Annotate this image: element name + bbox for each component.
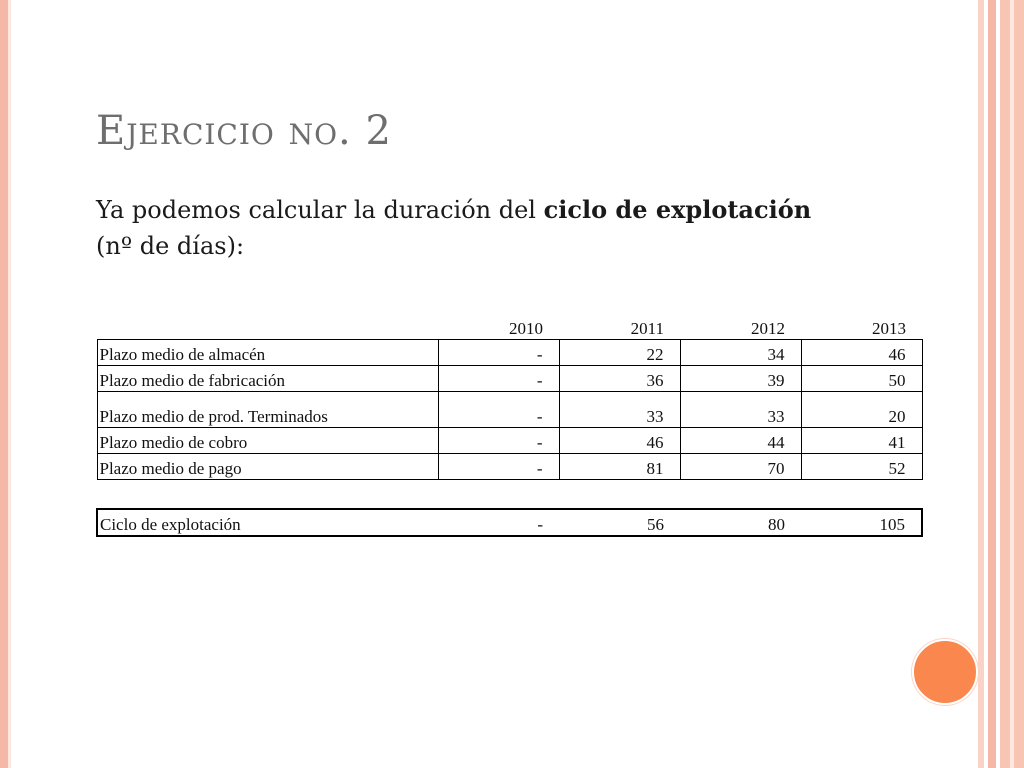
right-border-stripe-highlight	[1010, 0, 1014, 768]
row-value: 70	[680, 454, 801, 480]
total-row	[97, 509, 922, 536]
total-value: 105	[801, 509, 922, 536]
row-label: Plazo medio de fabricación	[97, 366, 438, 392]
row-value: 36	[559, 366, 680, 392]
row-value: 33	[680, 392, 801, 428]
intro-text	[96, 192, 896, 264]
row-value: -	[438, 366, 559, 392]
cycle-table	[96, 317, 923, 537]
header-year: 2011	[630, 319, 664, 338]
row-value: 46	[559, 428, 680, 454]
decorative-circle	[912, 639, 978, 705]
row-value: 22	[559, 340, 680, 366]
row-value: -	[438, 428, 559, 454]
table-row	[97, 392, 922, 428]
right-border-stripe-2	[988, 0, 996, 768]
row-label: Plazo medio de prod. Terminados	[97, 392, 438, 428]
row-value: 44	[680, 428, 801, 454]
total-value: 56	[559, 509, 680, 536]
header-year: 2010	[509, 319, 543, 338]
row-label: Plazo medio de pago	[97, 454, 438, 480]
header-empty-cell	[97, 317, 438, 340]
row-value: 33	[559, 392, 680, 428]
total-label: Ciclo de explotación	[97, 509, 438, 536]
intro-bold-term: ciclo de explotación	[543, 195, 812, 224]
intro-suffix: (nº de días):	[96, 232, 245, 260]
row-label: Plazo medio de almacén	[97, 340, 438, 366]
header-year: 2012	[751, 319, 785, 338]
header-row	[97, 317, 922, 340]
row-value: 41	[801, 428, 922, 454]
table-row	[97, 454, 922, 480]
row-value: 50	[801, 366, 922, 392]
table-row	[97, 340, 922, 366]
intro-prefix: Ya podemos calcular la duración del	[96, 196, 544, 224]
total-value: 80	[680, 509, 801, 536]
row-value: 52	[801, 454, 922, 480]
row-value: 20	[801, 392, 922, 428]
row-value: -	[438, 454, 559, 480]
row-value: 81	[559, 454, 680, 480]
row-value: -	[438, 392, 559, 428]
left-border-stripe	[0, 0, 8, 768]
row-label: Plazo medio de cobro	[97, 428, 438, 454]
total-value: -	[438, 509, 559, 536]
header-year: 2013	[872, 319, 906, 338]
row-value: -	[438, 340, 559, 366]
left-border-inner	[8, 0, 11, 768]
row-value: 46	[801, 340, 922, 366]
slide-title: Ejercicio no. 2	[96, 108, 392, 154]
row-value: 34	[680, 340, 801, 366]
row-value: 39	[680, 366, 801, 392]
table-row	[97, 428, 922, 454]
right-border-stripe-1	[978, 0, 984, 768]
table-row	[97, 366, 922, 392]
spacer-row	[97, 480, 922, 510]
